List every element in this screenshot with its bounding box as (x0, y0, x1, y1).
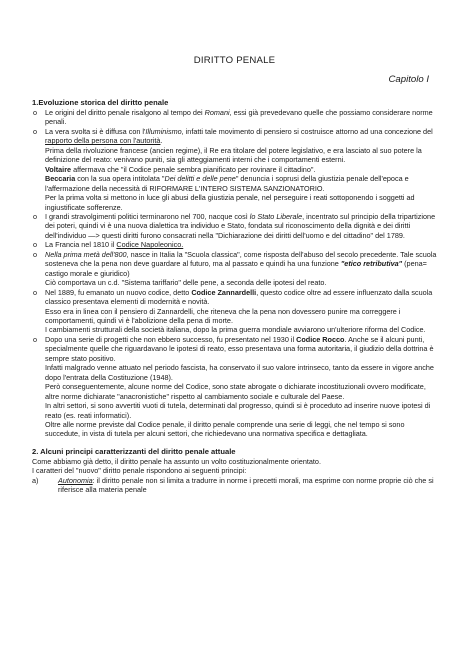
section-heading-2: 2. Alcuni principi caratterizzanti del diritto penale attuale (32, 446, 236, 456)
bold-text: Codice Rocco (296, 334, 345, 344)
emphasis-text: Dei delitti e delle pene (164, 174, 236, 184)
history-list (32, 288, 437, 307)
bullet-marker: o (33, 240, 38, 250)
paragraph: In altri settori, si sono avvertiti vuoti di tutela, determinati dal progresso, quindi si è proceduto ad inserire nuove ipotesi di reato (es. reati informatici). (45, 401, 431, 420)
text: con la sua opera intitolata " (75, 174, 165, 184)
text: Le origini del diritto penale risalgono al tempo dei (45, 108, 205, 117)
bullet-marker: o (33, 249, 38, 259)
paragraph: Ciò comportava un c.d. "Sistema tariffario" delle pene, a seconda delle ipotesi del reato. (45, 278, 327, 288)
bold-text: Beccaria (45, 174, 76, 184)
emphasis-text: Romani (204, 108, 230, 117)
paragraph: Infatti malgrado venne attuato nel periodo fascista, ha conservato il suo valore intrinseco, tanto da essere in vigore anche dopo l'entrata della Costituzione (1948). (45, 363, 434, 382)
text: La vera svolta si è diffusa con l' (45, 126, 146, 136)
history-list (32, 108, 437, 146)
list-item (32, 127, 437, 146)
bullet-marker: o (33, 211, 38, 221)
history-list (32, 335, 437, 363)
document-title: DIRITTO PENALE (193, 55, 276, 66)
bullet-marker: o (33, 108, 38, 117)
paragraph: Per la prima volta si mettono in luce gli abusi della giustizia penale, nel perseguire i reati sottoponendo i soggetti ad ingiustificate sofferenze. (45, 193, 415, 212)
text: " denuncia i soprusi della giustizia penale dell'epoca e l'affermazione della necessità di RIFORMARE L'INTERO SISTEMA SANZIONATORIO. (45, 174, 409, 193)
text: , nasce in Italia la "Scuola classica", come risposta dell'abuso del secolo precedente. Tale scuola sosteneva che la pena non deve guardare al futuro, ma al passato e quindi ha una funzione (45, 249, 437, 269)
emphasis-text: Illuminismo (145, 126, 182, 136)
letter-marker: a) (32, 475, 39, 485)
paragraph: Come abbiamo già detto, il diritto penale ha assunto un volto costituzionalmente orientato. (32, 456, 321, 466)
text: , essi già prevedevano quelle che possiamo considerare norme penali. (45, 108, 433, 127)
underlined-text: Codice Napoleonico. (116, 240, 184, 250)
paragraph (32, 165, 437, 174)
bold-text: Voltaire (45, 164, 72, 174)
list-item (32, 288, 437, 307)
text: , infatti tale movimento di pensiero si costruisce attorno ad una concezione del (181, 126, 433, 136)
bold-emphasis-text: "etico retributiva" (340, 259, 403, 269)
text: : il diritto penale non si limita a tradurre in norme i precetti morali, ma esprime con norme proprie ciò che si riferisce alla materia penale (58, 475, 434, 495)
text: (pena= castigo morale e giuridico) (45, 259, 427, 278)
list-item (32, 250, 437, 278)
list-item (32, 212, 437, 240)
emphasis-text: lo Stato Liberale (249, 211, 303, 221)
list-item (32, 108, 437, 127)
text: affermava che "il Codice penale sembra pianificato per rovinare il cittadino". (71, 164, 316, 174)
paragraph: I cambiamenti strutturali della società italiana, dopo la prima guerra mondiale avviarono un'ulteriore riforma del Codice. (45, 325, 426, 335)
lettered-item (32, 476, 437, 495)
bullet-marker: o (33, 334, 38, 344)
text: . (160, 136, 163, 146)
text: , questo codice oltre ad essere influenzato dalla scuola classico presentava elementi di modernità e novità. (45, 287, 433, 307)
text: La Francia nel 1810 il (45, 240, 117, 250)
underlined-emphasis-text: Autonomia (58, 475, 93, 485)
list-item (32, 335, 437, 363)
paragraph: Esso era in linea con il pensiero di Zannardelli, che riteneva che la pena non dovessero punire ma correggere i comportamenti, quindi vi è l'abolizione della pena di morte. (45, 306, 401, 325)
paragraph: I caratteri del "nuovo" diritto penale rispondono ai seguenti principi: (32, 466, 247, 476)
paragraph: Prima della rivoluzione francese (ancien regime), il Re era titolare del potere legislativo, e era lasciato al suo potere la definizione del reato: venivano puniti, sia gli atteggiamenti interni che i comportamenti esterni. (45, 145, 422, 165)
emphasis-text: Nella prima metà dell'800 (45, 249, 127, 259)
bold-text: Codice Zannardelli (191, 287, 257, 297)
underlined-text: rapporto della persona con l'autorità (45, 136, 161, 146)
text: Nel 1889, fu emanato un nuovo codice, detto (45, 287, 192, 297)
paragraph: Però conseguentemente, alcune norme del Codice, sono state abrogate o dichiarate incostituzionali ovvero modificate, altre norme dichiarate "anacronistiche" rispetto al cambiamento sociale e culturale del Paese. (45, 382, 426, 401)
bullet-marker: o (33, 126, 38, 136)
text: Dopo una serie di progetti che non ebbero successo, fu presentato nel 1930 il (45, 334, 297, 344)
list-item (32, 240, 437, 249)
bullet-marker: o (33, 287, 38, 297)
paragraph: Oltre alle norme previste dal Codice penale, il diritto penale comprende una serie di leggi, che nel tempo si sono succedute, in vista di tutela per alcuni settori, che richiedevano una normativa specifica e dettagliata. (45, 419, 405, 439)
text: . Anche se il alcuni punti, specialmente quelle che riguardavano le ipotesi di reato, esso presentava una forma autoritaria, il giudizio della dottrina è sempre stato positivo. (45, 334, 434, 363)
section-heading-1: 1.Evoluzione storica del diritto penale (32, 98, 169, 107)
history-list (32, 212, 437, 278)
text: I grandi stravolgimenti politici terminarono nel 700, nacque così (45, 211, 250, 221)
paragraph (32, 174, 437, 193)
text: , incentrato sul principio della tripartizione dei poteri, quindi vi è una nuova dialettica tra individuo e Stato, fondata sul riconoscimento della dignità e dei diritti dell'individuo —> questi diritti furono consacrati nella "Dichiarazione dei diritti dell'uomo e del cittadino" del 1789. (45, 211, 436, 240)
chapter-label: Capitolo I (388, 74, 429, 85)
